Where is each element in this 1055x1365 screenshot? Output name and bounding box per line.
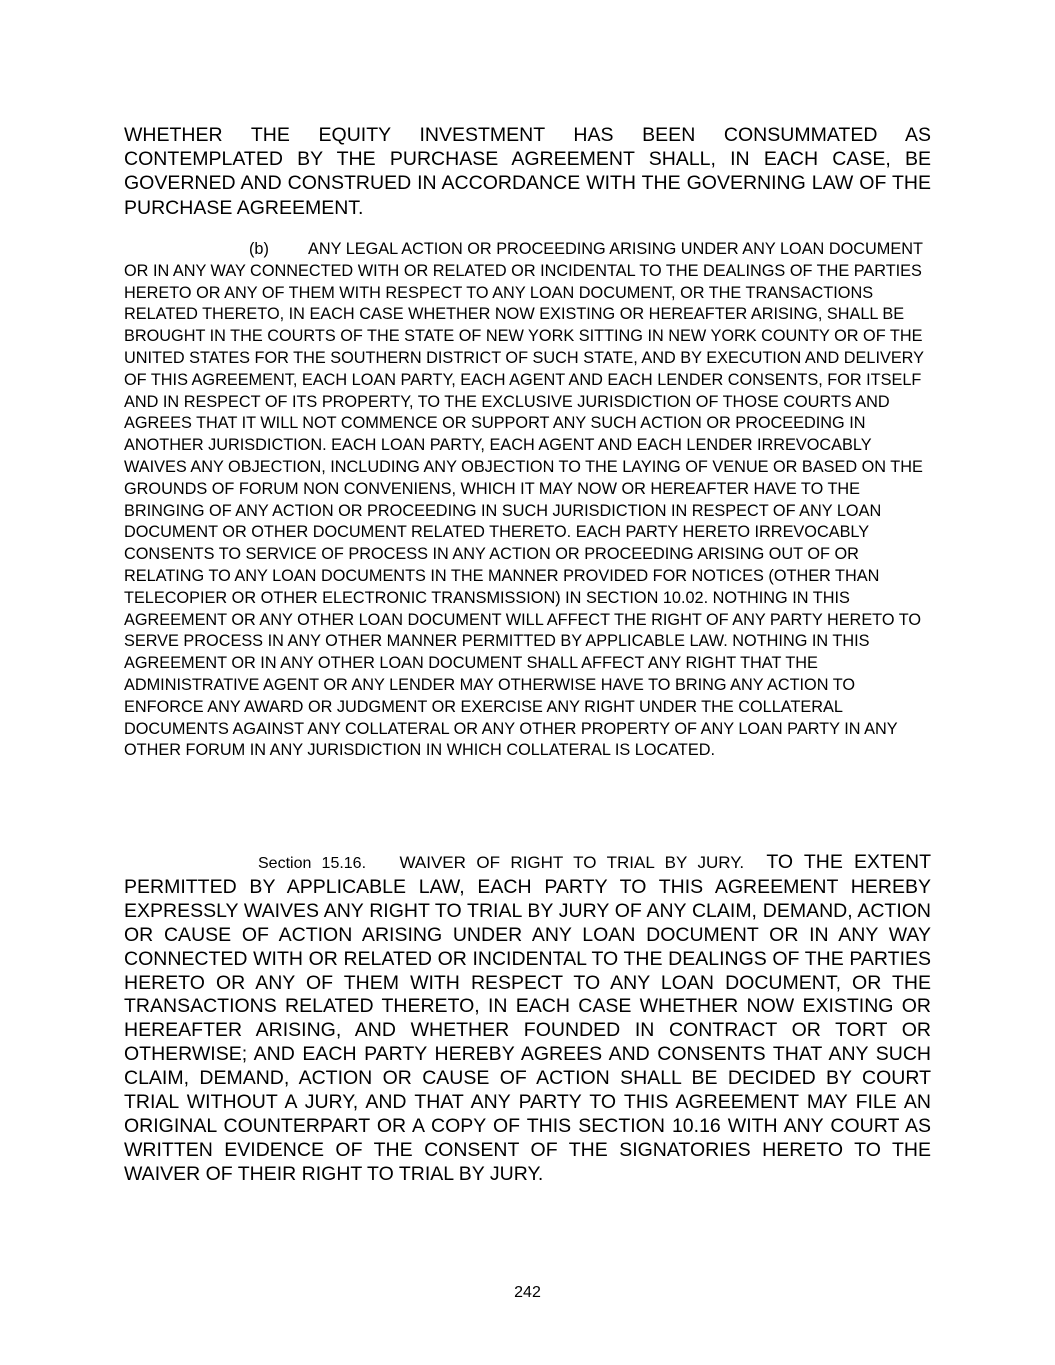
section-title: WAIVER OF RIGHT TO TRIAL BY JURY. [399,853,745,872]
clause-label: (b) [249,240,269,258]
paragraph-indent [124,240,249,258]
jurisdiction-paragraph [124,239,931,762]
section-number: Section 15.16. [258,855,367,872]
paragraph-indent [124,851,258,873]
page-number: 242 [514,1284,541,1301]
jury-waiver-text: TO THE EXTENT PERMITTED BY APPLICABLE LAW, EACH PARTY TO THIS AGREEMENT HEREBY EXPRESSLY WAIVES ANY RIGHT TO TRIAL BY JURY OF ANY CLAIM, DEMAND, ACTION OR CAUSE OF ACTION ARISING UNDER ANY LOAN DOCUMENT OR IN ANY WAY CONNECTED WITH OR RELATED OR INCIDENTAL TO THE DEALINGS OF THE PARTIES HERETO OR ANY OF THEM WITH RESPECT TO ANY LOAN DOCUMENT, OR THE TRANSACTIONS RELATED THERETO, IN EACH CASE WHETHER NOW EXISTING OR HEREAFTER ARISING, AND WHETHER FOUNDED IN CONTRACT OR TORT OR OTHERWISE; AND EACH PARTY HEREBY AGREES AND CONSENTS THAT ANY SUCH CLAIM, DEMAND, ACTION OR CAUSE OF ACTION SHALL BE DECIDED BY COURT TRIAL WITHOUT A JURY, AND THAT ANY PARTY TO THIS AGREEMENT MAY FILE AN ORIGINAL COUNTERPART OR A COPY OF THIS SECTION 10.16 WITH ANY COURT AS WRITTEN EVIDENCE OF THE CONSENT OF THE SIGNATORIES HERETO TO THE WAIVER OF THEIR RIGHT TO TRIAL BY JURY. [124,851,931,1185]
jurisdiction-text: ANY LEGAL ACTION OR PROCEEDING ARISING UNDER ANY LOAN DOCUMENT OR IN ANY WAY CONNECTED WITH OR RELATED OR INCIDENTAL TO THE DEALINGS OF THE PARTIES HERETO OR ANY OF THEM WITH RESPECT TO ANY LOAN DOCUMENT, OR THE TRANSACTIONS RELATED THERETO, IN EACH CASE WHETHER NOW EXISTING OR HEREAFTER ARISING, SHALL BE BROUGHT IN THE COURTS OF THE STATE OF NEW YORK SITTING IN NEW YORK COUNTY OR OF THE UNITED STATES FOR THE SOUTHERN DISTRICT OF SUCH STATE, AND BY EXECUTION AND DELIVERY OF THIS AGREEMENT, EACH LOAN PARTY, EACH AGENT AND EACH LENDER CONSENTS, FOR ITSELF AND IN RESPECT OF ITS PROPERTY, TO THE EXCLUSIVE JURISDICTION OF THOSE COURTS AND AGREES THAT IT WILL NOT COMMENCE OR SUPPORT ANY SUCH ACTION OR PROCEEDING IN ANOTHER JURISDICTION. EACH LOAN PARTY, EACH AGENT AND EACH LENDER IRREVOCABLY WAIVES ANY OBJECTION, INCLUDING ANY OBJECTION TO THE LAYING OF VENUE OR BASED ON THE GROUNDS OF FORUM NON CONVENIENS, WHICH IT MAY NOW OR HEREAFTER HAVE TO THE BRINGING OF ANY ACTION OR PROCEEDING IN SUCH JURISDICTION IN RESPECT OF ANY LOAN DOCUMENT OR OTHER DOCUMENT RELATED THERETO. EACH PARTY HERETO IRREVOCABLY CONSENTS TO SERVICE OF PROCESS IN ANY ACTION OR PROCEEDING ARISING OUT OF OR RELATING TO ANY LOAN DOCUMENTS IN THE MANNER PROVIDED FOR NOTICES (OTHER THAN TELECOPIER OR OTHER ELECTRONIC TRANSMISSION) IN SECTION 10.02. NOTHING IN THIS AGREEMENT OR ANY OTHER LOAN DOCUMENT WILL AFFECT THE RIGHT OF ANY PARTY HERETO TO SERVE PROCESS IN ANY OTHER MANNER PERMITTED BY APPLICABLE LAW. NOTHING IN THIS AGREEMENT OR IN ANY OTHER LOAN DOCUMENT SHALL AFFECT ANY RIGHT THAT THE ADMINISTRATIVE AGENT OR ANY LENDER MAY OTHERWISE HAVE TO BRING ANY ACTION TO ENFORCE ANY AWARD OR JUDGMENT OR EXERCISE ANY RIGHT UNDER THE COLLATERAL DOCUMENTS AGAINST ANY COLLATERAL OR ANY OTHER PROPERTY OF ANY LOAN PARTY IN ANY OTHER FORUM IN ANY JURISDICTION IN WHICH COLLATERAL IS LOCATED. [124,240,924,760]
jury-waiver-paragraph [124,851,931,1187]
governing-law-paragraph: WHETHER THE EQUITY INVESTMENT HAS BEEN CONSUMMATED AS CONTEMPLATED BY THE PURCHASE AGREEMENT SHALL, IN EACH CASE, BE GOVERNED AND CONSTRUED IN ACCORDANCE WITH THE GOVERNING LAW OF THE PURCHASE AGREEMENT. [124,124,931,219]
